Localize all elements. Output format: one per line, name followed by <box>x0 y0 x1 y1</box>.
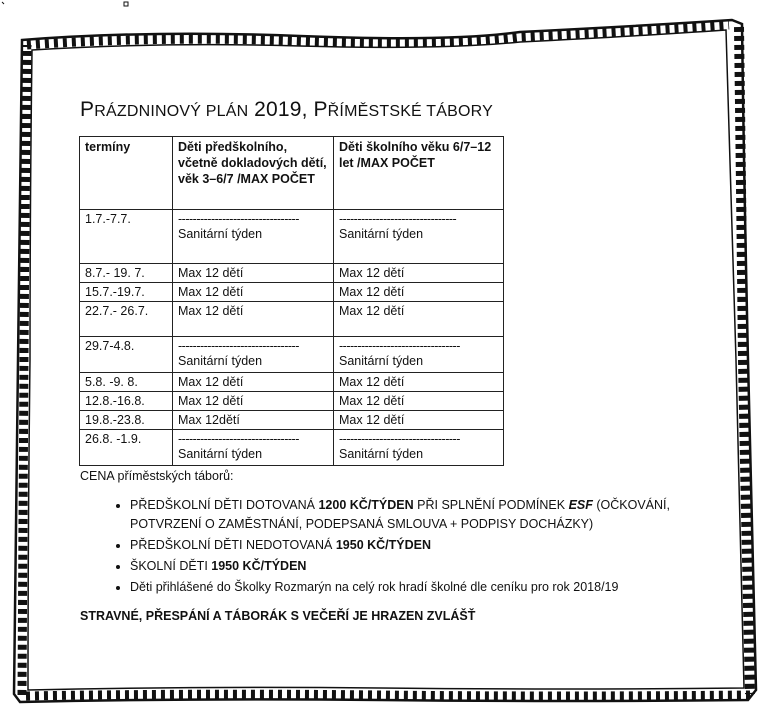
price-list <box>108 496 740 599</box>
table-row <box>80 302 504 337</box>
table-row <box>80 264 504 283</box>
school-cell: Max 12 dětí <box>334 283 504 302</box>
table-row <box>80 283 504 302</box>
term-cell: 26.8. -1.9. <box>80 430 173 466</box>
preschool-cell: Max 12 dětí <box>173 392 334 411</box>
table-header-row <box>80 137 504 210</box>
table-row <box>80 373 504 392</box>
preschool-cell: --------------------------------- Sanitární týden <box>173 430 334 466</box>
school-cell: Max 12 dětí <box>334 411 504 430</box>
preschool-cell: Max 12 dětí <box>173 283 334 302</box>
table-row <box>80 337 504 373</box>
term-cell: 8.7.- 19. 7. <box>80 264 173 283</box>
header-school: Děti školního věku 6/7–12 let /MAX POČET <box>334 137 504 210</box>
list-item: • Děti přihlášené do Školky Rozmarýn na celý rok hradí školné dle ceníku pro rok 2018/19 <box>130 578 740 597</box>
preschool-cell: Max 12 dětí <box>173 373 334 392</box>
preschool-cell: Max 12 dětí <box>173 302 334 337</box>
school-cell: --------------------------------- Sanitární týden <box>334 337 504 373</box>
header-preschool: Děti předškolního, včetně dokladových dětí, věk 3–6/7 /MAX POČET <box>173 137 334 210</box>
table-row <box>80 430 504 466</box>
term-cell: 22.7.- 26.7. <box>80 302 173 337</box>
list-item: • PŘEDŠKOLNÍ DĚTI NEDOTOVANÁ 1950 KČ/TÝDEN <box>130 536 740 555</box>
header-terms: termíny <box>80 137 173 210</box>
table-row <box>80 392 504 411</box>
school-cell: Max 12 dětí <box>334 302 504 337</box>
table-row <box>80 210 504 264</box>
preschool-cell: --------------------------------- Sanitární týden <box>173 337 334 373</box>
school-cell: --------------------------------- Sanitární týden <box>334 430 504 466</box>
school-cell: Max 12 dětí <box>334 373 504 392</box>
term-cell: 19.8.-23.8. <box>80 411 173 430</box>
school-cell: Max 12 dětí <box>334 264 504 283</box>
page-title: PRÁZDNINOVÝ PLÁN 2019, PŘÍMĚSTSKÉ TÁBORY <box>80 98 493 121</box>
footer-note: STRAVNÉ, PŘESPÁNÍ A TÁBORÁK S VEČEŘÍ JE HRAZEN ZVLÁŠŤ <box>80 609 476 623</box>
preschool-cell: Max 12dětí <box>173 411 334 430</box>
term-cell: 29.7-4.8. <box>80 337 173 373</box>
price-heading: CENA příměstských táborů: <box>80 469 234 483</box>
term-cell: 1.7.-7.7. <box>80 210 173 264</box>
term-cell: 15.7.-19.7. <box>80 283 173 302</box>
preschool-cell: Max 12 dětí <box>173 264 334 283</box>
schedule-table <box>79 136 504 466</box>
preschool-cell: --------------------------------- Sanitární týden <box>173 210 334 264</box>
list-item: • ŠKOLNÍ DĚTI 1950 KČ/TÝDEN <box>130 557 740 576</box>
school-cell: Max 12 dětí <box>334 392 504 411</box>
term-cell: 12.8.-16.8. <box>80 392 173 411</box>
school-cell: -------------------------------- Sanitární týden <box>334 210 504 264</box>
list-item: • PŘEDŠKOLNÍ DĚTI DOTOVANÁ 1200 KČ/TÝDEN PŘI SPLNĚNÍ PODMÍNEK ESF (OČKOVÁNÍ, POTVRZENÍ O ZAMĚSTNÁNÍ, PODEPSANÁ SMLOUVA + PODPISY DOCHÁZKY) <box>130 496 740 534</box>
term-cell: 5.8. -9. 8. <box>80 373 173 392</box>
table-row <box>80 411 504 430</box>
